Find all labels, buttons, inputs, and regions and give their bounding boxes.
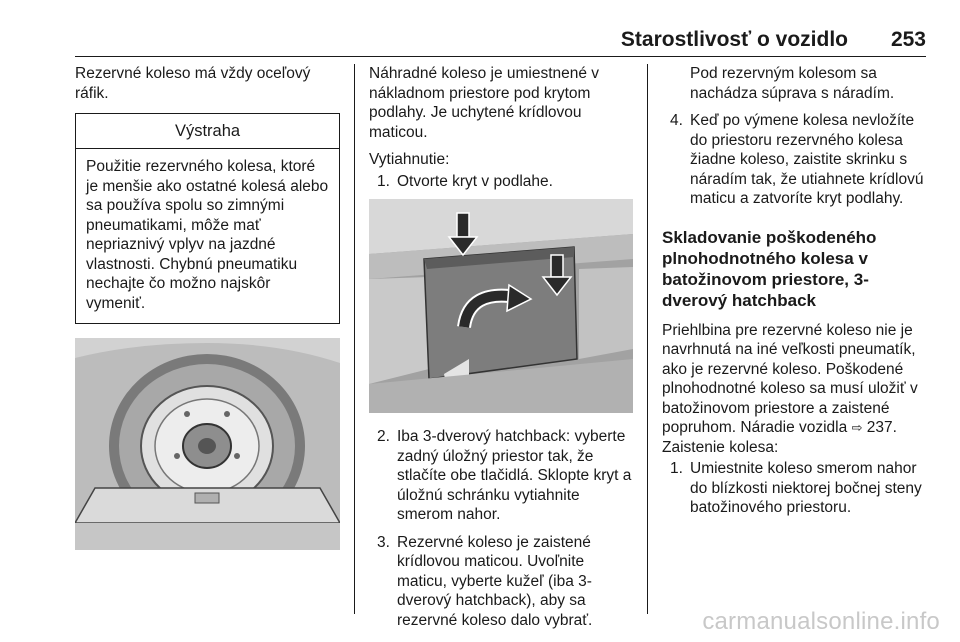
page-reference-link[interactable]: 237. xyxy=(866,419,897,436)
list-item xyxy=(662,459,928,518)
column-divider-2 xyxy=(647,64,648,614)
step-text: Iba 3-dverový hatchback: vyberte zadný úložný priestor tak, že stlačíte obe tlačidlá. Sklopte kryt a úložnú schránku vytiahnite smerom nahor. xyxy=(397,428,632,523)
column-divider-1 xyxy=(354,64,355,614)
list-item xyxy=(369,533,635,631)
list-item xyxy=(662,111,928,209)
storage-paragraph-text: Priehlbina pre rezervné koleso nie je navrhnutá na iné veľkosti pneumatík, ako je rezervné koleso. Poškodené plnohodnotné koleso sa musí uložiť v batožinovom priestore a zaistené popruhom. Náradie vozidla xyxy=(662,321,918,436)
step-number: 3. xyxy=(377,533,390,551)
step-text: Otvorte kryt v podlahe. xyxy=(397,172,553,190)
location-paragraph: Náhradné koleso je umiestnené v nákladnom priestore pod krytom podlahy. Je uchytené krídlovou maticou. xyxy=(369,65,600,141)
step-number: 4. xyxy=(670,112,683,129)
column-2 xyxy=(369,64,635,638)
step-text: Keď po výmene kolesa nevložíte do priestoru rezervného kolesa žiadne koleso, zaistite skrinku s náradím tak, že utiahnete krídlovú maticu a zatvoríte kryt podlahy. xyxy=(690,112,924,207)
storage-paragraph xyxy=(662,321,928,438)
section-heading: Skladovanie poškodeného plnohodnotného kolesa v batožinovom priestore, 3-dverový hatchback xyxy=(662,227,877,310)
warning-text: Použitie rezervného kolesa, ktoré je menšie ako ostatné kolesá alebo sa používa spolu so zimnými pneumatikami, môže mať nepriaznivý vplyv na jazdné vlastnosti. Chybnú pneumatiku nechajte čo možno najskôr vymeniť. xyxy=(86,158,329,312)
step-continuation: Pod rezervným kolesom sa nachádza súprava s náradím. xyxy=(690,65,895,102)
page-number: 253 xyxy=(890,28,926,51)
warning-title: Výstraha xyxy=(76,114,339,149)
step-number: 1. xyxy=(377,172,390,190)
list-item xyxy=(369,172,635,192)
warning-box xyxy=(75,113,340,324)
page-section-title: Starostlivosť o vozidlo xyxy=(620,28,848,51)
page-header xyxy=(75,22,926,57)
removal-label: Vytiahnutie: xyxy=(369,151,450,168)
step-text: Rezervné koleso je zaistené krídlovou maticou. Uvoľnite maticu, vyberte kužeľ (iba 3-dverový hatchback), aby sa rezervné koleso dalo vybrať. xyxy=(397,533,593,629)
watermark: carmanualsonline.info xyxy=(702,608,940,635)
step-text: Umiestnite koleso smerom nahor do blízkosti niektorej bočnej steny batožinového priestoru. xyxy=(690,460,922,516)
intro-paragraph: Rezervné koleso má vždy oceľový ráfik. xyxy=(75,65,311,102)
step-number: 2. xyxy=(377,428,390,445)
column-1 xyxy=(75,64,340,550)
list-item xyxy=(369,427,635,525)
floor-cover-illustration xyxy=(369,199,633,413)
column-3 xyxy=(662,64,928,526)
spare-wheel-illustration xyxy=(75,338,340,550)
page-reference-icon: ⇨ xyxy=(851,420,863,435)
fasten-label: Zaistenie kolesa: xyxy=(662,438,779,456)
step-number: 1. xyxy=(670,460,683,477)
